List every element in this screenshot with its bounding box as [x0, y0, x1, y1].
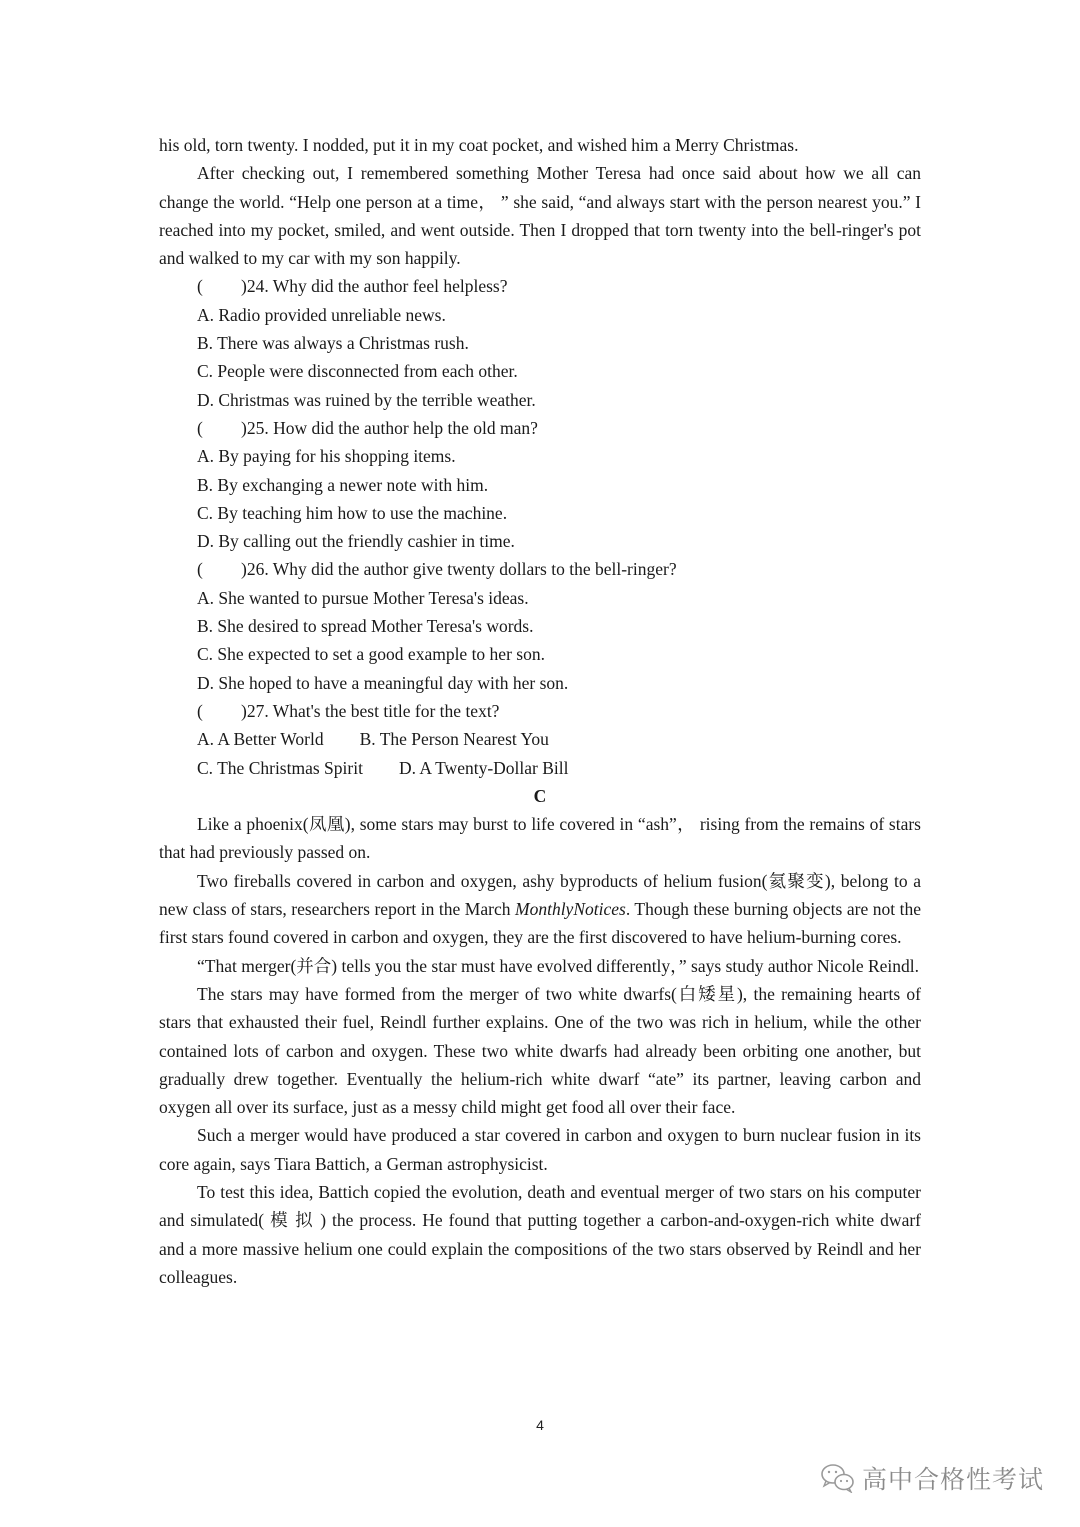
- option-24a: A. Radio provided unreliable news.: [197, 304, 446, 325]
- option-25d: D. By calling out the friendly cashier in time.: [197, 531, 515, 552]
- watermark-text: 高中合格性考试: [862, 1465, 1045, 1494]
- wechat-icon: [820, 1463, 856, 1493]
- option-25b: B. By exchanging a newer note with him.: [197, 474, 489, 495]
- answer-blank[interactable]: (: [197, 276, 203, 297]
- passage-c-paragraph-5: Such a merger would have produced a star covered in carbon and oxygen to burn nuclear fusion in its core again, says Tiara Battich, a German astrophysicist.: [159, 1125, 921, 1174]
- passage-b-paragraph: After checking out, I remembered something Mother Teresa had once said about how we all can change the world. “Help one person at a time， ” she said, “and always start with the person nearest you.” I reached into my pocket, smiled, and went outside. Then I dropped that torn twenty into the bell-ringer's pot and walked to my car with my son happily.: [159, 163, 921, 269]
- option-24b: B. There was always a Christmas rush.: [197, 333, 469, 354]
- answer-blank[interactable]: (: [197, 417, 203, 438]
- option-26b: B. She desired to spread Mother Teresa's words.: [197, 616, 534, 637]
- option-24c: C. People were disconnected from each other.: [197, 361, 518, 382]
- paragraph-text: Two fireballs covered in carbon and oxygen, ashy byproducts of helium fusion(氦聚变), belong to a new class of stars, researchers report in the March: [159, 870, 921, 920]
- passage-c-paragraph-6: To test this idea, Battich copied the evolution, death and eventual merger of two stars on his computer and simulated( 模 拟 ) the process. He found that putting together a carbon-and-oxygen-rich white dwarf and a more massive helium one could explain the compositions of the two stars observed by Reindl and her colleagues.: [159, 1181, 921, 1287]
- journal-title: MonthlyNotices: [515, 899, 626, 920]
- question-stem: )27. What's the best title for the text?: [241, 700, 500, 721]
- section-heading-c: C: [533, 785, 547, 806]
- question-27: [159, 697, 921, 725]
- options-27-row2: [159, 754, 921, 782]
- option-27b: B. The Person Nearest You: [359, 729, 549, 750]
- option-27a: A. A Better World: [197, 729, 324, 750]
- question-stem: )25. How did the author help the old man?: [241, 417, 538, 438]
- question-24: [159, 272, 921, 300]
- page-number: 4: [536, 1417, 544, 1433]
- question-25: [159, 414, 921, 442]
- option-26c: C. She expected to set a good example to her son.: [197, 644, 545, 665]
- option-25c: C. By teaching him how to use the machine.: [197, 502, 508, 523]
- option-27c: C. The Christmas Spirit: [197, 757, 363, 778]
- option-25a: A. By paying for his shopping items.: [197, 446, 456, 467]
- option-26d: D. She hoped to have a meaningful day with her son.: [197, 672, 569, 693]
- passage-c-paragraph-3: “That merger(并合) tells you the star must have evolved differently，” says study author Nicole Reindl.: [197, 955, 920, 976]
- options-27-row1: [159, 725, 921, 753]
- passage-b-last-line: his old, torn twenty. I nodded, put it in my coat pocket, and wished him a Merry Christmas.: [159, 135, 799, 155]
- question-stem: )26. Why did the author give twenty dollars to the bell-ringer?: [241, 559, 677, 580]
- exam-page: [159, 131, 921, 1291]
- question-26: [159, 555, 921, 583]
- answer-blank[interactable]: (: [197, 700, 203, 721]
- answer-blank[interactable]: (: [197, 559, 203, 580]
- question-stem: )24. Why did the author feel helpless?: [241, 276, 508, 297]
- watermark: [820, 1460, 1044, 1496]
- passage-c-paragraph-1: Like a phoenix(凤凰), some stars may burst to life covered in “ash”， rising from the remains of stars that had previously passed on.: [159, 814, 921, 863]
- option-27d: D. A Twenty-Dollar Bill: [398, 757, 569, 778]
- passage-c-paragraph-2: [159, 867, 921, 952]
- passage-c-paragraph-4: The stars may have formed from the merger of two white dwarfs(白矮星), the remaining hearts of stars that exhausted their fuel, Reindl further explains. One of the two was rich in helium, while the other contained lots of carbon and oxygen. These two white dwarfs had already been orbiting one another, but gradually drew together. Eventually the helium-rich white dwarf “ate” its partner, leaving carbon and oxygen all over its surface, just as a messy child might get food all over their face.: [159, 983, 921, 1118]
- option-24d: D. Christmas was ruined by the terrible weather.: [197, 389, 536, 410]
- paragraph-text: . Though these burning objects are not the first stars found covered in carbon and oxygen, they are the first discovered to have helium-burning cores.: [159, 899, 921, 948]
- option-26a: A. She wanted to pursue Mother Teresa's ideas.: [197, 587, 529, 608]
